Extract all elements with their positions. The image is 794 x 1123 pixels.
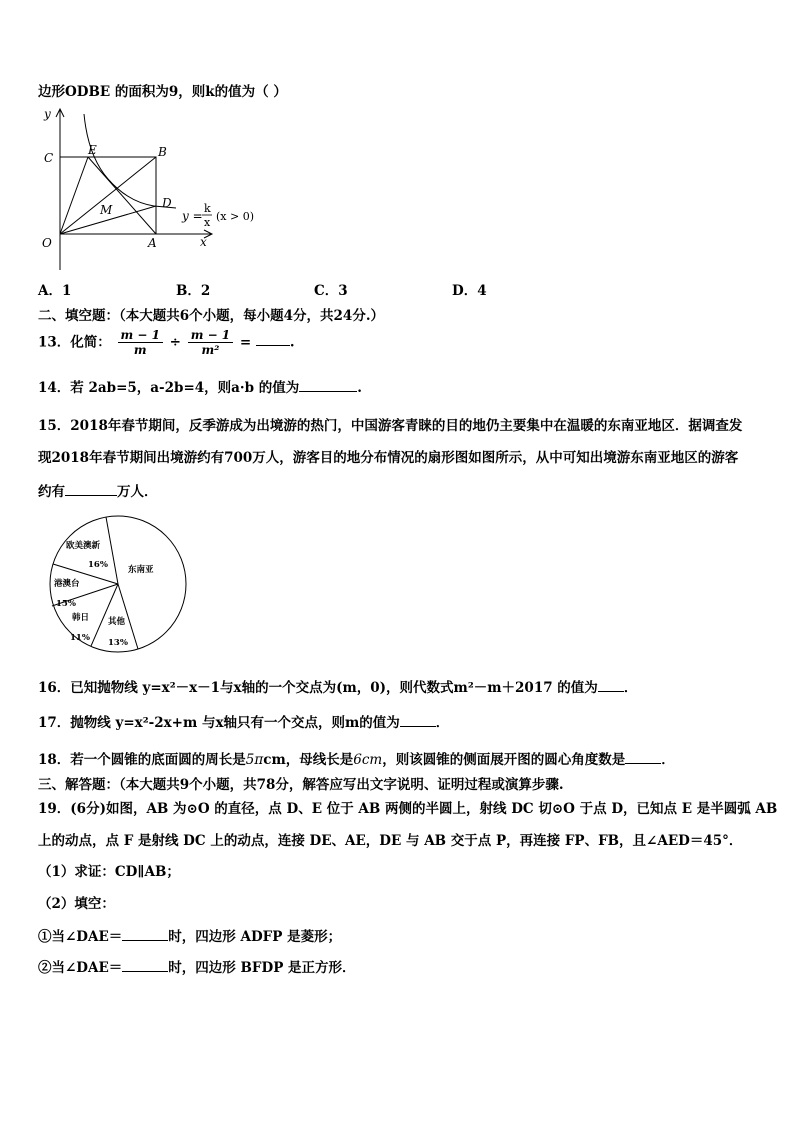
section2-heading: 二、填空题：（本大题共6个小题，每小题4分，共24分.）	[38, 308, 385, 324]
func-den: x	[204, 216, 211, 229]
q13-fraction-2: $\frac{m - 1}{\text{m²}}$	[188, 328, 233, 358]
pie-label-europe: 欧美澳新	[66, 541, 101, 551]
q14-text: 14．若 2ab=5，a-2b=4，则a·b 的值为	[38, 380, 300, 396]
q19-sub1-blank[interactable]	[122, 927, 168, 941]
label-C: C	[44, 151, 54, 165]
q12-figure	[36, 104, 266, 276]
q19-part1: （1）求证：CD∥AB；	[38, 864, 180, 880]
q17-text: 17．抛物线 y=x²-2x+m 与x轴只有一个交点，则m的值为	[38, 715, 400, 731]
q15-pie-chart	[40, 510, 195, 658]
label-E: E	[88, 143, 97, 157]
q18: 18．若一个圆锥的底面圆的周长是5πcm，母线长是6cm，则该圆锥的侧面展开图的圆心角度数是 ．	[38, 752, 675, 768]
pie-label-jpkr: 韩日	[72, 613, 90, 623]
q13-equals: =	[239, 334, 252, 351]
q18-answer-blank[interactable]	[625, 750, 661, 764]
pie-label-hkmotw: 港澳台	[54, 579, 80, 589]
option-a[interactable]: A．1	[38, 283, 72, 299]
q16: 16．已知抛物线 y=x²－x－1与x轴的一个交点为(m，0)，则代数式m²－m＋2017 的值为 ．	[38, 680, 638, 696]
q19-line1: 19．(6分)如图，AB 为⊙O 的直径，点 D、E 位于 AB 两侧的半圆上，射线 DC 切⊙O 于点 D，已知点 E 是半圆弧 AB	[38, 801, 778, 817]
q19-sub2: ②当∠DAE＝ 时，四边形 BFDP 是正方形．	[38, 960, 356, 976]
label-x: x	[200, 235, 207, 249]
q13: 13．化简： $\frac{m - 1}{m}$ ÷ $\frac{m - 1}{\text{m²}}$ = .	[38, 328, 295, 358]
q15-line3: 约有 万人．	[38, 484, 158, 500]
q12-options	[38, 283, 487, 299]
pie-label-sea: 东南亚	[128, 565, 154, 575]
q13-answer-blank[interactable]	[256, 332, 290, 346]
q15-answer-blank[interactable]	[65, 482, 117, 496]
q13-prefix: 13．化简：	[38, 334, 111, 351]
q17-answer-blank[interactable]	[400, 713, 436, 727]
q16-text: 16．已知抛物线 y=x²－x－1与x轴的一个交点为(m，0)，则代数式m²－m＋2017 的值为	[38, 680, 598, 696]
q19-line2: 上的动点，点 F 是射线 DC 上的动点，连接 DE、AE，DE 与 AB 交于点 P，再连接 FP、FB，且∠AED＝45°．	[38, 833, 743, 849]
q19-sub2-blank[interactable]	[122, 958, 168, 972]
q19-part2: （2）填空：	[38, 896, 115, 912]
func-cond: (x > 0)	[216, 210, 254, 223]
label-M: M	[100, 203, 113, 217]
q13-fraction-1: $\frac{m - 1}{m}$	[118, 328, 163, 358]
pie-pct-hkmotw: 15%	[56, 599, 76, 609]
pie-pct-other: 13%	[108, 638, 128, 648]
q13-divide: ÷	[169, 334, 181, 351]
pie-label-other: 其他	[108, 617, 126, 627]
q17: 17．抛物线 y=x²-2x+m 与x轴只有一个交点，则m的值为 ．	[38, 715, 450, 731]
option-c[interactable]: C．3	[314, 283, 348, 299]
label-O: O	[42, 236, 52, 250]
q12-text: 边形ODBE 的面积为9，则k的值为（ ）	[38, 84, 287, 100]
q15-line1: 15．2018年春节期间，反季游成为出境游的热门，中国游客青睐的目的地仍主要集中在温暖的东南亚地区．据调查发	[38, 418, 743, 434]
q14: 14．若 2ab=5，a-2b=4，则a·b 的值为 .	[38, 380, 362, 396]
section3-heading: 三、解答题：（本大题共9个小题，共78分，解答应写出文字说明、证明过程或演算步骤.	[38, 777, 564, 793]
q14-answer-blank[interactable]	[299, 378, 357, 392]
q19-sub1: ①当∠DAE＝ 时，四边形 ADFP 是菱形；	[38, 929, 342, 945]
func-num: k	[204, 202, 211, 215]
func-prefix: y =	[182, 209, 203, 223]
label-B: B	[158, 145, 167, 159]
q18-slant-length: 6cm	[353, 752, 383, 768]
option-b[interactable]: B．2	[176, 283, 211, 299]
label-y: y	[44, 107, 51, 121]
label-A: A	[148, 236, 157, 250]
pie-pct-jpkr: 11%	[70, 633, 90, 643]
q18-circumference: 5π	[245, 752, 264, 768]
q16-answer-blank[interactable]	[598, 678, 624, 692]
label-D: D	[162, 196, 172, 210]
pie-pct-europe: 16%	[88, 560, 108, 570]
option-d[interactable]: D．4	[452, 283, 487, 299]
q15-line2: 现2018年春节期间出境游约有700万人，游客目的地分布情况的扇形图如图所示，从中可知出境游东南亚地区的游客	[38, 450, 739, 466]
